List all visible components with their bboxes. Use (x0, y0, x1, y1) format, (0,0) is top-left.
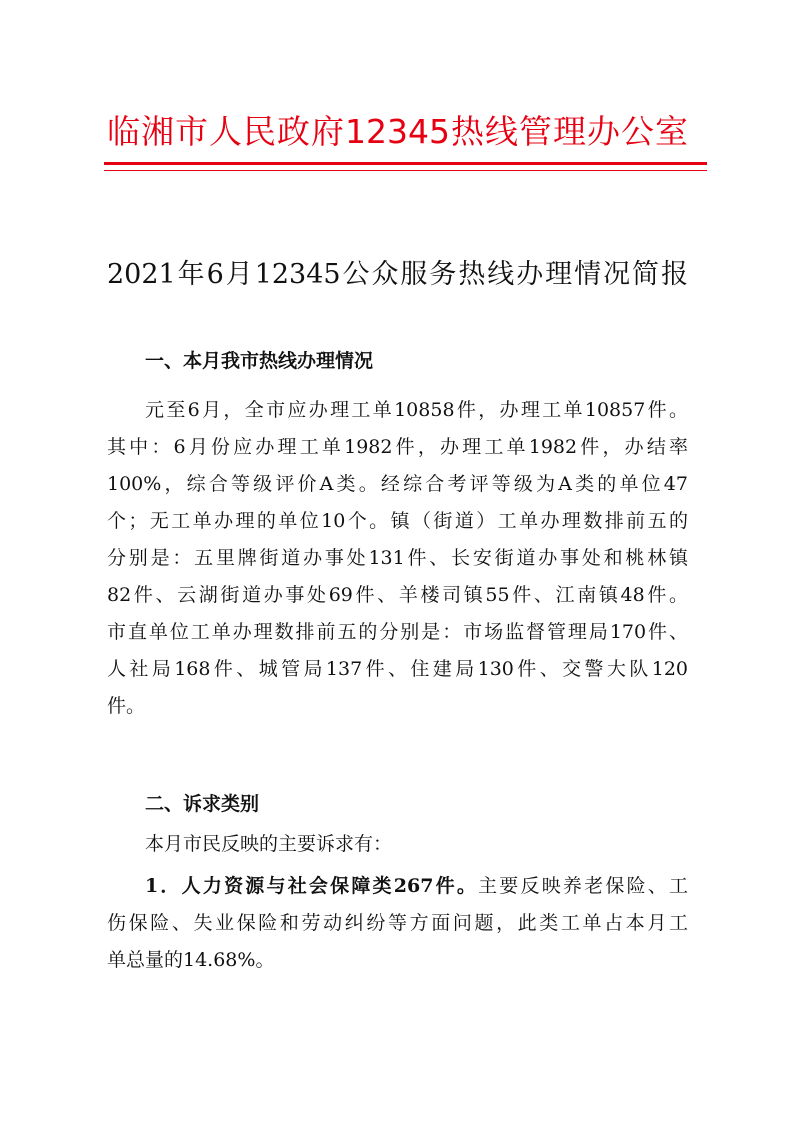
paragraph-line: 82件、云湖街道办事处69件、羊楼司镇55件、江南镇48件。 (107, 584, 688, 606)
letterhead-title: 临湘市人民政府12345热线管理办公室 (107, 112, 688, 151)
paragraph-line: 元至6月，全市应办理工单10858件，办理工单10857件。 (145, 399, 688, 421)
item1-text: 主要反映养老保险、工 (478, 875, 688, 897)
section1-heading: 一、本月我市热线办理情况 (145, 350, 374, 372)
letterhead-thin-rule (104, 170, 707, 171)
paragraph-line: 件。 (107, 695, 146, 717)
letterhead-thick-rule (104, 162, 707, 165)
paragraph-line: 人社局168件、城管局137件、住建局130件、交警大队120 (107, 658, 688, 680)
paragraph-line: 100%，综合等级评价A类。经综合考评等级为A类的单位47 (107, 473, 688, 495)
report-title: 2021年6月12345公众服务热线办理情况简报 (107, 259, 688, 290)
paragraph-line: 分别是：五里牌街道办事处131件、长安街道办事处和桃林镇 (107, 547, 688, 569)
section2-intro: 本月市民反映的主要诉求有： (145, 833, 393, 855)
paragraph-line: 单总量的14.68%。 (107, 949, 275, 971)
paragraph-line: 其中：6月份应办理工单1982件，办理工单1982件，办结率 (107, 436, 688, 458)
paragraph-line: 市直单位工单办理数排前五的分别是：市场监督管理局170件、 (107, 621, 688, 643)
item1-line (145, 874, 688, 898)
paragraph-line: 伤保险、失业保险和劳动纠纷等方面问题，此类工单占本月工 (107, 912, 688, 934)
paragraph-line: 个；无工单办理的单位10个。镇（街道）工单办理数排前五的 (107, 510, 688, 532)
section2-heading: 二、诉求类别 (145, 793, 260, 815)
item1-heading: 1．人力资源与社会保障类267件。 (145, 875, 479, 897)
